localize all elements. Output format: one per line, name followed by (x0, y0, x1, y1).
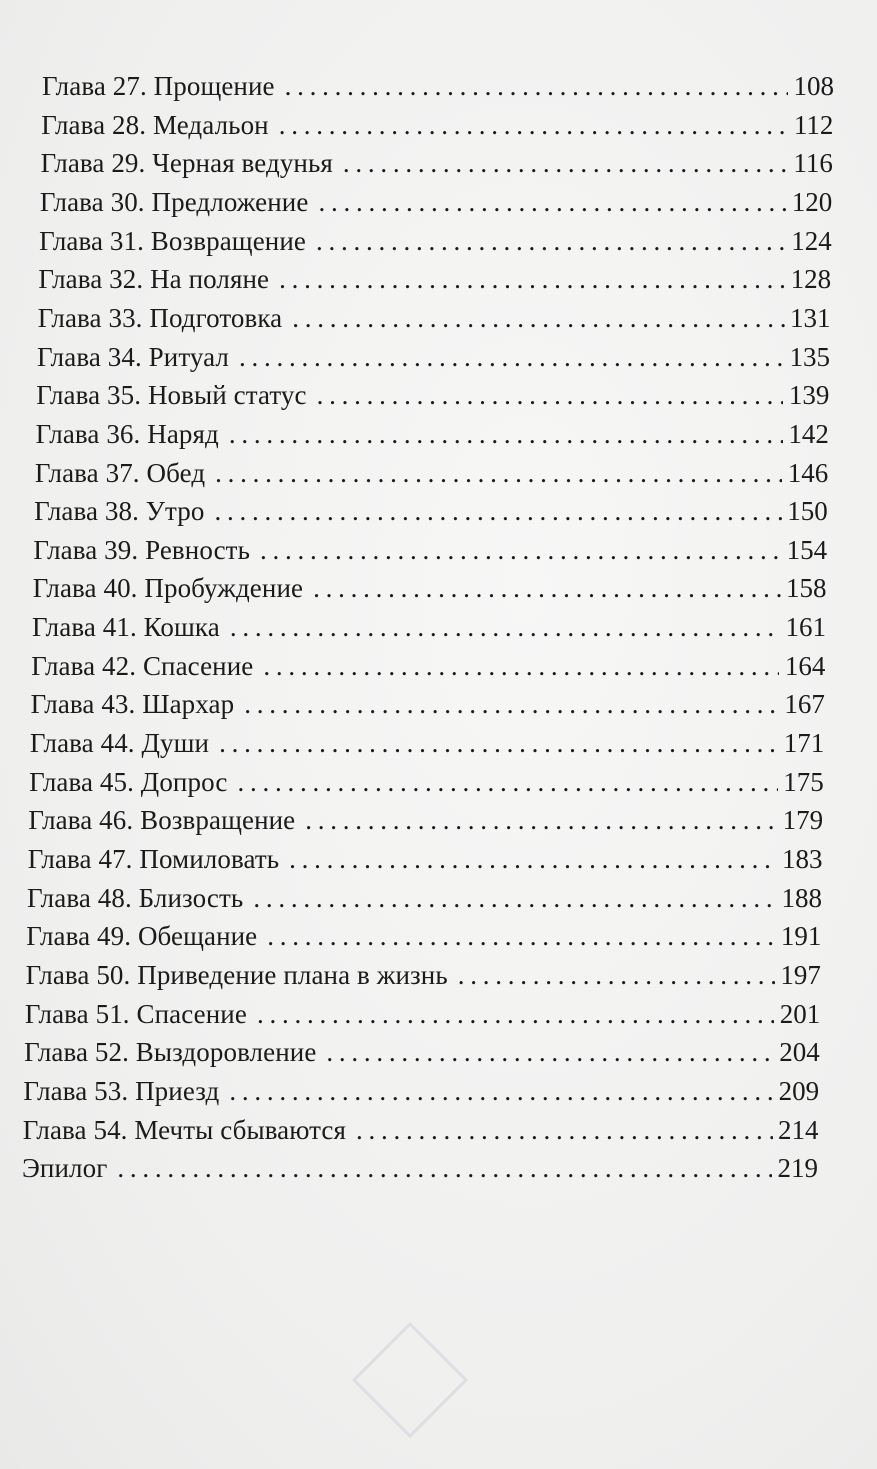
toc-entry (30, 727, 824, 759)
toc-entry-title: Глава 36. Наряд (35, 418, 219, 449)
toc-entry-title: Глава 39. Ревность (33, 534, 250, 565)
toc-entry-page-number: 204 (779, 1037, 820, 1068)
toc-entry-page-number: 139 (788, 380, 830, 411)
toc-entry-title: Глава 44. Души (29, 728, 210, 759)
toc-entry (26, 920, 821, 952)
toc-entry-title: Глава 35. Новый статус (36, 380, 307, 411)
toc-entry (25, 998, 820, 1030)
toc-entry-page-number: 158 (786, 573, 827, 604)
toc-entry-title: Глава 29. Черная ведунья (40, 148, 333, 179)
dot-leader (318, 186, 786, 218)
toc-entry-title: Глава 30. Предложение (39, 186, 309, 217)
toc-entry-page-number: 197 (780, 959, 821, 990)
toc-entry (22, 1152, 818, 1184)
dot-leader (285, 70, 788, 102)
toc-entry-page-number: 161 (785, 612, 826, 643)
dot-leader (117, 1152, 772, 1184)
toc-entry-title: Глава 47. Помиловать (27, 844, 280, 874)
dot-leader (214, 495, 781, 527)
toc-entry (38, 263, 831, 295)
toc-entry (36, 418, 829, 450)
toc-entry-title: Глава 49. Обещание (26, 921, 258, 952)
dot-leader (215, 457, 782, 489)
toc-entry-title: Глава 37. Обед (34, 457, 206, 488)
toc-entry-page-number: 175 (783, 766, 824, 797)
dot-leader (356, 1114, 773, 1146)
toc-entry-title: Глава 42. Спасение (31, 650, 254, 681)
toc-entry-title: Глава 45. Допрос (29, 766, 228, 797)
toc-entry-title: Глава 53. Приезд (23, 1075, 220, 1106)
toc-entry-title: Глава 48. Близость (27, 882, 244, 913)
dot-leader (257, 998, 774, 1030)
toc-entry (39, 225, 832, 257)
dot-leader (229, 1075, 773, 1107)
toc-entry (42, 70, 834, 102)
toc-entry-page-number: 183 (782, 844, 823, 874)
toc-entry-title: Глава 52. Выздоровление (24, 1037, 317, 1068)
toc-entry-title: Глава 33. Подготовка (37, 302, 283, 333)
toc-entry (29, 766, 824, 798)
toc-entry-title: Эпилог (22, 1153, 108, 1184)
toc-entry-page-number: 124 (791, 225, 832, 256)
toc-entry (38, 302, 831, 334)
toc-entry (23, 1114, 819, 1146)
dot-leader (239, 341, 784, 373)
toc-entry-title: Глава 32. На поляне (38, 264, 270, 295)
toc-entry-title: Глава 27. Прощение (42, 71, 275, 101)
toc-entry-page-number: 131 (790, 302, 831, 333)
toc-entry-page-number: 112 (793, 109, 834, 140)
dot-leader (279, 109, 788, 141)
dot-leader (458, 959, 775, 991)
dot-leader (343, 147, 787, 179)
dot-leader (316, 225, 786, 257)
toc-entry (28, 843, 823, 875)
toc-entry-title: Глава 40. Пробуждение (32, 573, 304, 604)
toc-entry-page-number: 135 (789, 341, 830, 372)
toc-entry-title: Глава 28. Медальон (41, 109, 269, 140)
toc-entry (41, 147, 833, 179)
dot-leader (317, 379, 784, 411)
toc-entry-page-number: 116 (793, 148, 833, 179)
toc-entry (37, 341, 830, 373)
dot-leader (219, 727, 778, 759)
dot-leader (237, 766, 777, 798)
dot-leader (244, 688, 779, 720)
toc-entry-page-number: 108 (793, 71, 834, 101)
dot-leader (229, 418, 783, 450)
toc-entry-page-number: 201 (779, 998, 821, 1029)
toc-entry (28, 804, 823, 836)
dot-leader (305, 804, 777, 836)
toc-entry-title: Глава 51. Спасение (24, 998, 247, 1029)
toc-entry-title: Глава 31. Возвращение (39, 225, 306, 256)
toc-entry (33, 534, 827, 566)
toc-entry (27, 882, 822, 914)
toc-entry-page-number: 142 (788, 418, 829, 449)
toc-entry-page-number: 120 (791, 186, 833, 217)
toc-entry (31, 650, 825, 682)
toc-entry-page-number: 167 (784, 689, 825, 720)
dot-leader (292, 302, 784, 334)
toc-entry-page-number: 209 (778, 1075, 820, 1106)
dot-leader (253, 882, 776, 914)
toc-entry-page-number: 164 (784, 650, 826, 681)
dot-leader (260, 534, 781, 566)
dot-leader (279, 263, 785, 295)
dot-leader (267, 920, 775, 952)
toc-entry-page-number: 219 (777, 1153, 818, 1184)
toc-entry (41, 109, 833, 141)
toc-entry-title: Глава 54. Мечты сбываются (22, 1114, 347, 1145)
toc-entry (36, 379, 829, 411)
toc-entry-title: Глава 34. Ритуал (37, 341, 230, 372)
toc-entry-page-number: 179 (782, 805, 824, 836)
toc-entry-page-number: 191 (780, 921, 822, 952)
dot-leader (326, 1036, 773, 1068)
toc-entry (31, 688, 825, 720)
toc-entry (23, 1075, 819, 1107)
toc-entry-title: Глава 38. Утро (34, 496, 205, 527)
toc-entry-page-number: 154 (786, 534, 828, 565)
toc-entry-title: Глава 50. Приведение плана в жизнь (25, 959, 448, 990)
toc-entry (32, 611, 826, 643)
toc-entry-title: Глава 41. Кошка (32, 612, 220, 643)
toc-entry (26, 959, 821, 991)
dot-leader (313, 572, 780, 604)
toc-entry (24, 1036, 820, 1068)
toc-entry-page-number: 171 (783, 728, 825, 759)
toc-entry-page-number: 188 (781, 882, 822, 913)
toc-entry-title: Глава 46. Возвращение (28, 805, 296, 836)
toc-entry-title: Глава 43. Шархар (30, 689, 235, 720)
toc-entry-page-number: 128 (790, 264, 832, 295)
toc-entry-page-number: 150 (787, 496, 828, 527)
toc-entry (35, 457, 828, 489)
toc-entry (33, 572, 827, 604)
dot-leader (230, 611, 780, 643)
dot-leader (263, 650, 779, 682)
toc-entry (34, 495, 828, 527)
toc-entry-page-number: 214 (778, 1114, 819, 1145)
toc-entry-page-number: 146 (787, 457, 829, 488)
dot-leader (289, 843, 776, 875)
toc-entry (40, 186, 832, 218)
